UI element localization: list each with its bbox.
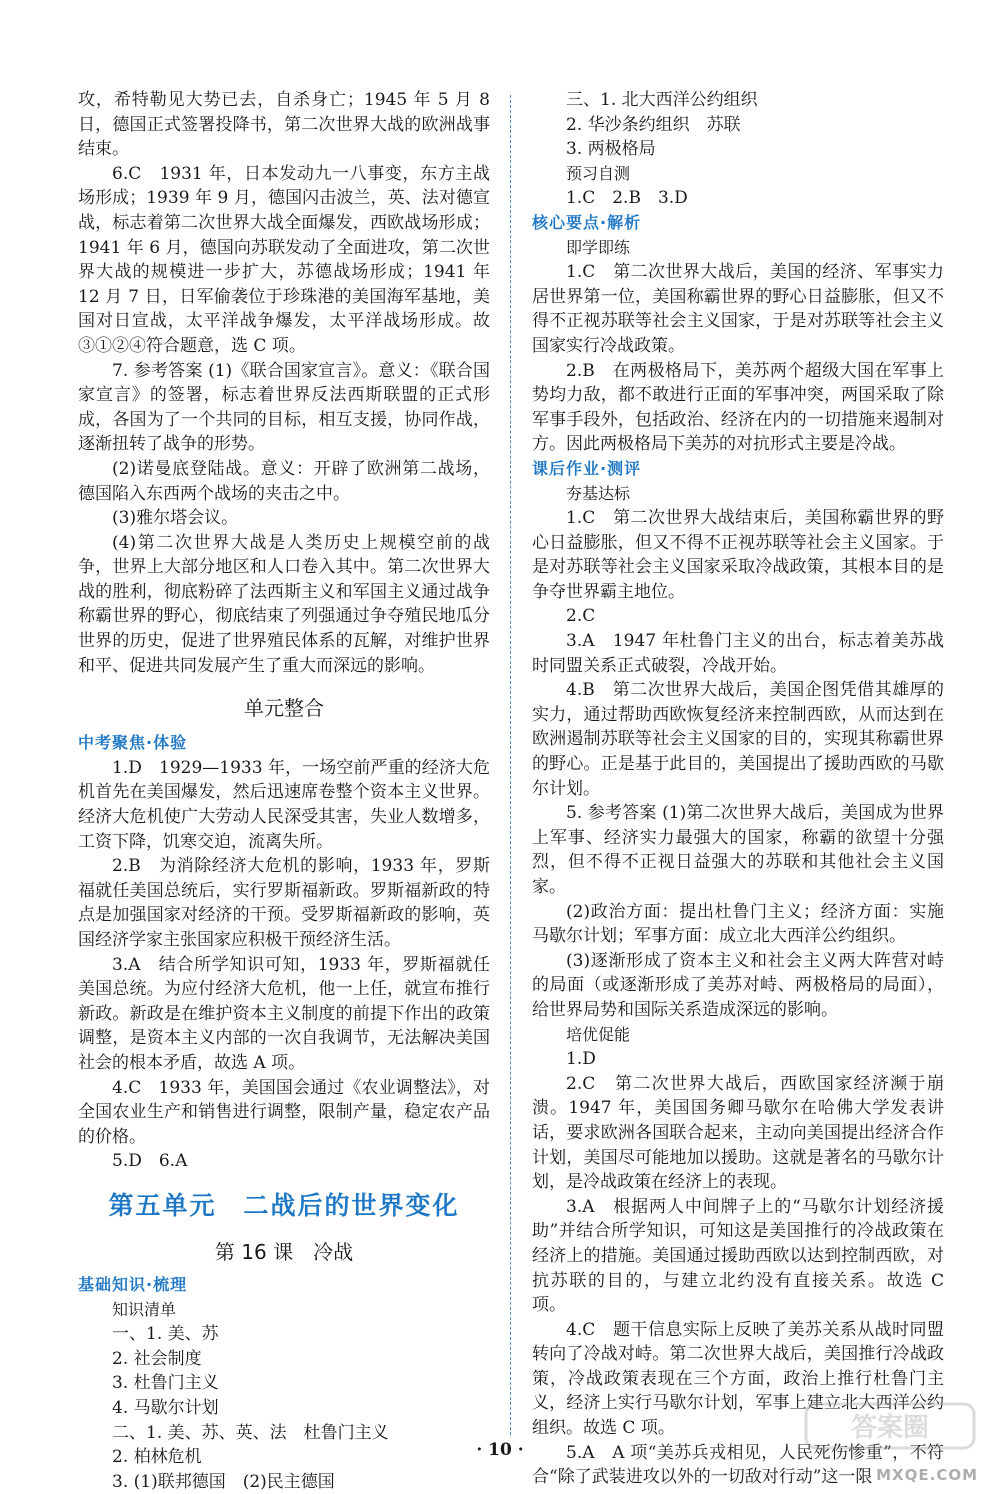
advanced-heading: 培优促能 bbox=[566, 1024, 631, 1044]
knowledge-item: 三、1. 北大西洋公约组织 bbox=[566, 90, 758, 110]
knowledge-item: 4. 马歇尔计划 bbox=[112, 1397, 219, 1418]
core-answer-1: 1.C 第二次世界大战后，美国的经济、军事实力居世界第一位，美国称霸世界的野心日益膨胀，但又不得不正视苏联等社会主义国家，于是对苏联等社会主义国家实行冷战政策。 bbox=[532, 262, 944, 356]
knowledge-item: 3. (1)联邦德国 (2)民主德国 bbox=[112, 1471, 335, 1492]
answer-6: 6.C 1931 年，日本发动九一八事变，东方主战场形成；1939 年 9 月，德国闪击波兰，英、法对德宣战，标志着第二次世界大战全面爆发，西欧战场形成；1941 年 6 月，德国向苏联发动了全面进攻，第二次世界大战的规模进一步扩大，苏德战场形成；1941 年 12 月 7 日，日军偷袭位于珍珠港的美国海军基地，美国对日宣战，太平洋战争爆发，太平洋战场形成。故③①②④符合题意，选 C 项。 bbox=[78, 163, 490, 356]
answer-7-3: (3)雅尔塔会议。 bbox=[112, 508, 239, 529]
answer-7-2: (2)诺曼底登陆战。意义：开辟了欧洲第二战场，德国陷入东西两个战场的夹击之中。 bbox=[78, 458, 490, 504]
knowledge-item: 二、1. 美、苏、英、法 杜鲁门主义 bbox=[112, 1422, 389, 1443]
watermark-url: MXQE.COM bbox=[876, 1466, 978, 1484]
preview-test-heading: 预习自测 bbox=[566, 163, 631, 183]
left-column bbox=[78, 88, 490, 1494]
section-homework: 课后作业·测评 bbox=[532, 458, 642, 478]
foundation-heading: 夯基达标 bbox=[566, 483, 631, 503]
unit-summary-title: 单元整合 bbox=[244, 696, 324, 721]
hw-answer-5: 5. 参考答案 (1)第二次世界大战后，美国成为世界上军事、经济实力最强大的国家，称霸的欲望十分强烈，但不得不正视日益强大的苏联和其他社会主义国家。 bbox=[532, 803, 944, 897]
hw-answer-5-2: (2)政治方面：提出杜鲁门主义；经济方面：实施马歇尔计划；军事方面：成立北大西洋公约组织。 bbox=[532, 901, 944, 947]
watermark-logo bbox=[802, 1398, 978, 1470]
knowledge-item: 一、1. 美、苏 bbox=[112, 1324, 219, 1345]
hw-answer-4: 4.B 第二次世界大战后，美国企图凭借其雄厚的实力，通过帮助西欧恢复经济来控制西欧，从而达到在欧洲遏制苏联等社会主义国家的目的，实现其称霸世界的野心。正是基于此目的，美国提出了援助西欧的马歇尔计划。 bbox=[532, 680, 944, 799]
right-column bbox=[532, 88, 944, 1490]
page-number: · 10 · bbox=[476, 1440, 524, 1460]
knowledge-item: 3. 两极格局 bbox=[566, 139, 656, 160]
knowledge-item: 2. 柏林危机 bbox=[112, 1447, 202, 1468]
adv-answer-1: 1.D bbox=[566, 1049, 596, 1070]
answer-7: 7. 参考答案 (1)《联合国家宣言》。意义：《联合国家宣言》的签署，标志着世界反法西斯联盟的正式形成，各国为了一个共同的目标，相互支援，协同作战，逐渐扭转了战争的形势。 bbox=[78, 360, 490, 455]
watermark-logo-text: 答案圈 bbox=[850, 1413, 930, 1443]
column-divider bbox=[510, 95, 511, 1435]
hw-answer-5-3: (3)逐渐形成了资本主义和社会主义两大阵营对峙的局面（或逐渐形成了美苏对峙、两极格局的局面），给世界局势和国际关系造成深远的影响。 bbox=[532, 950, 944, 1020]
hw-answer-1: 1.C 第二次世界大战结束后，美国称霸世界的野心日益膨胀，但又不得不正视苏联等社会主义国家。于是对苏联等社会主义国家采取冷战政策，其根本目的是争夺世界霸主地位。 bbox=[532, 508, 944, 602]
hw-answer-3: 3.A 1947 年杜鲁门主义的出台，标志着美苏战时同盟关系正式破裂，冷战开始。 bbox=[532, 631, 944, 676]
adv-answer-5: 5.A A 项“美苏兵戎相见，人民死伤惨重”，不符合“除了武装进攻以外的一切敌对行动”这一限 bbox=[532, 1442, 944, 1488]
adv-answer-3: 3.A 根据两人中间牌子上的“马歇尔计划经济援助”并结合所学知识，可知这是美国推行的冷战政策在经济上的措施。美国通过援助西欧以达到控制西欧，对抗苏联的目的，与建立北约没有直接关系。故选 C 项。 bbox=[532, 1196, 944, 1316]
unit-5-title: 第五单元 二战后的世界变化 bbox=[108, 1190, 460, 1220]
adv-answer-4: 4.C 题干信息实际上反映了美苏关系从战时同盟转向了冷战对峙。第二次世界大战后，美国推行冷战政策，冷战政策表现在三个方面，政治上推行杜鲁门主义，经济上实行马歇尔计划，军事上建立北大西洋公约组织。故选 C 项。 bbox=[532, 1319, 944, 1439]
knowledge-item: 3. 杜鲁门主义 bbox=[112, 1373, 219, 1394]
section-core-points: 核心要点·解析 bbox=[532, 212, 642, 232]
answer-7-4: (4)第二次世界大战是人类历史上规模空前的战争，世界上大部分地区和人口卷入其中。第二次世界大战的胜利，彻底粉碎了法西斯主义和军国主义通过战争称霸世界的野心，彻底结束了列强通过争夺殖民地瓜分世界的历史，促进了世界殖民体系的瓦解，对维护世界和平、促进共同发展产生了重大而深远的影响。 bbox=[78, 532, 490, 676]
preview-answers: 1.C 2.B 3.D bbox=[566, 188, 688, 209]
section-basic-knowledge: 基础知识·梳理 bbox=[78, 1274, 188, 1294]
core-answer-2: 2.B 在两极格局下，美苏两个超级大国在军事上势均力敌，都不敢进行正面的军事冲突，两国采取了除军事手段外，包括政治、经济在内的一切措施来遏制对方。因此两极格局下美苏的对抗形式主要是冷战。 bbox=[532, 360, 944, 455]
adv-answer-2: 2.C 第二次世界大战后，西欧国家经济濒于崩溃。1947 年，美国国务卿马歇尔在哈佛大学发表讲话，要求欧洲各国联合起来，主动向美国提出经济合作计划，美国尽可能地加以援助。这就是著名的马歇尔计划，是冷战政策在经济上的表现。 bbox=[532, 1073, 944, 1193]
lesson-16-title: 第 16 课 冷战 bbox=[214, 1239, 354, 1264]
zk-answer-3: 3.A 结合所学知识可知，1933 年，罗斯福就任美国总统。为应付经济大危机，他一上任，就宣布推行新政。新政是在维护资本主义制度的前提下作出的政策调整，是资本主义内部的一次自我调节，无法解决美国社会的根本矛盾，故选 A 项。 bbox=[78, 954, 490, 1073]
zk-answer-2: 2.B 为消除经济大危机的影响，1933 年，罗斯福就任美国总统后，实行罗斯福新政。罗斯福新政的特点是加强国家对经济的干预。受罗斯福新政的影响，英国经济学家主张国家应积极干预经济生活。 bbox=[78, 856, 490, 950]
practice-heading: 即学即练 bbox=[566, 237, 631, 257]
knowledge-item: 2. 社会制度 bbox=[112, 1348, 202, 1369]
zk-answer-1: 1.D 1929—1933 年，一场空前严重的经济大危机首先在美国爆发，然后迅速席卷整个资本主义世界。经济大危机使广大劳动人民深受其害，失业人数增多，工资下降，饥寒交迫，流离失所。 bbox=[78, 757, 490, 852]
paragraph: 攻，希特勒见大势已去，自杀身亡；1945 年 5 月 8 日，德国正式签署投降书，第二次世界大战的欧洲战事结束。 bbox=[78, 90, 490, 160]
section-zhongkao: 中考聚焦·体验 bbox=[78, 733, 188, 753]
zk-answer-5-6: 5.D 6.A bbox=[112, 1151, 188, 1172]
hw-answer-2: 2.C bbox=[566, 606, 596, 627]
zk-answer-4: 4.C 1933 年，美国国会通过《农业调整法》，对全国农业生产和销售进行调整，限制产量，稳定农产品的价格。 bbox=[78, 1077, 490, 1147]
knowledge-item: 2. 华沙条约组织 苏联 bbox=[566, 114, 741, 135]
knowledge-list-heading: 知识清单 bbox=[112, 1299, 177, 1319]
